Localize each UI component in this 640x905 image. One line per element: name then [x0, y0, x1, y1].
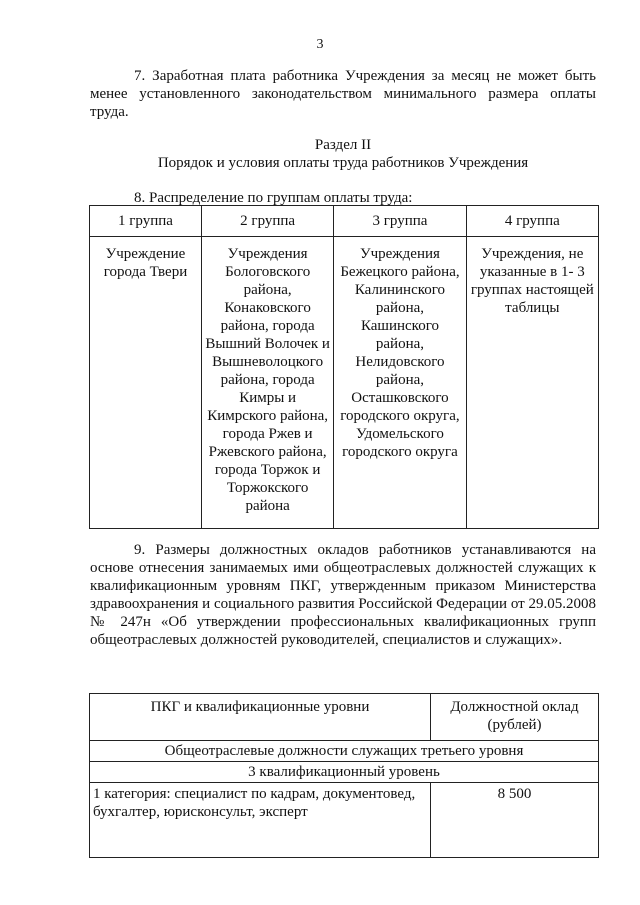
group-cell: Учреждения, не указанные в 1- 3 группах настоящей таблицы	[466, 237, 598, 529]
salary-header-row	[90, 694, 599, 741]
group-header: 3 группа	[334, 206, 466, 237]
group-cell: Учреждения Бологовского района, Конаковского района, города Вышний Волочек и Вышневолоцкого района, города Кимры и Кимрского района, города Ржев и Ржевского района, города Торжок и Торжокского района	[201, 237, 333, 529]
salary-row-value: 8 500	[431, 783, 599, 858]
salary-data-row	[90, 783, 599, 858]
salary-level-row	[90, 762, 599, 783]
paragraph-7: 7. Заработная плата работника Учреждения за месяц не может быть менее установленного законодательством минимального размера оплаты труда.	[90, 68, 596, 120]
salary-table	[89, 693, 599, 858]
paragraph-8: 8. Распределение по группам оплаты труда:	[134, 190, 413, 206]
group-cell: Учреждение города Твери	[90, 237, 202, 529]
salary-group-row	[90, 741, 599, 762]
group-header: 4 группа	[466, 206, 598, 237]
groups-header-row	[90, 206, 599, 237]
salary-group-title: Общеотраслевые должности служащих третьего уровня	[90, 741, 599, 762]
page-number: 3	[316, 37, 324, 52]
group-header: 1 группа	[90, 206, 202, 237]
salary-header-right: Должностной оклад (рублей)	[431, 694, 599, 741]
paragraph-9: 9. Размеры должностных окладов работников устанавливаются на основе отнесения занимаемых ими общеотраслевых должностей служащих к квалификационным уровням ПКГ, утвержденным приказом Министерства здравоохранения и социального развития Российской Федерации от 29.05.2008 № 247н «Об утверждении профессиональных квалификационных групп общеотраслевых должностей руководителей, специалистов и служащих».	[90, 542, 596, 648]
salary-level-title: 3 квалификационный уровень	[90, 762, 599, 783]
group-header: 2 группа	[201, 206, 333, 237]
groups-body-row	[90, 237, 599, 529]
group-cell: Учреждения Бежецкого района, Калининского района, Кашинского района, Нелидовского района, Осташковского городского округа, Удомельского городского округа	[334, 237, 466, 529]
salary-row-label: 1 категория: специалист по кадрам, документовед, бухгалтер, юрисконсульт, эксперт	[90, 783, 431, 858]
groups-table	[89, 205, 599, 529]
section-title: Раздел II	[314, 137, 372, 153]
section-subtitle: Порядок и условия оплаты труда работников Учреждения	[157, 155, 529, 171]
salary-header-left: ПКГ и квалификационные уровни	[90, 694, 431, 741]
